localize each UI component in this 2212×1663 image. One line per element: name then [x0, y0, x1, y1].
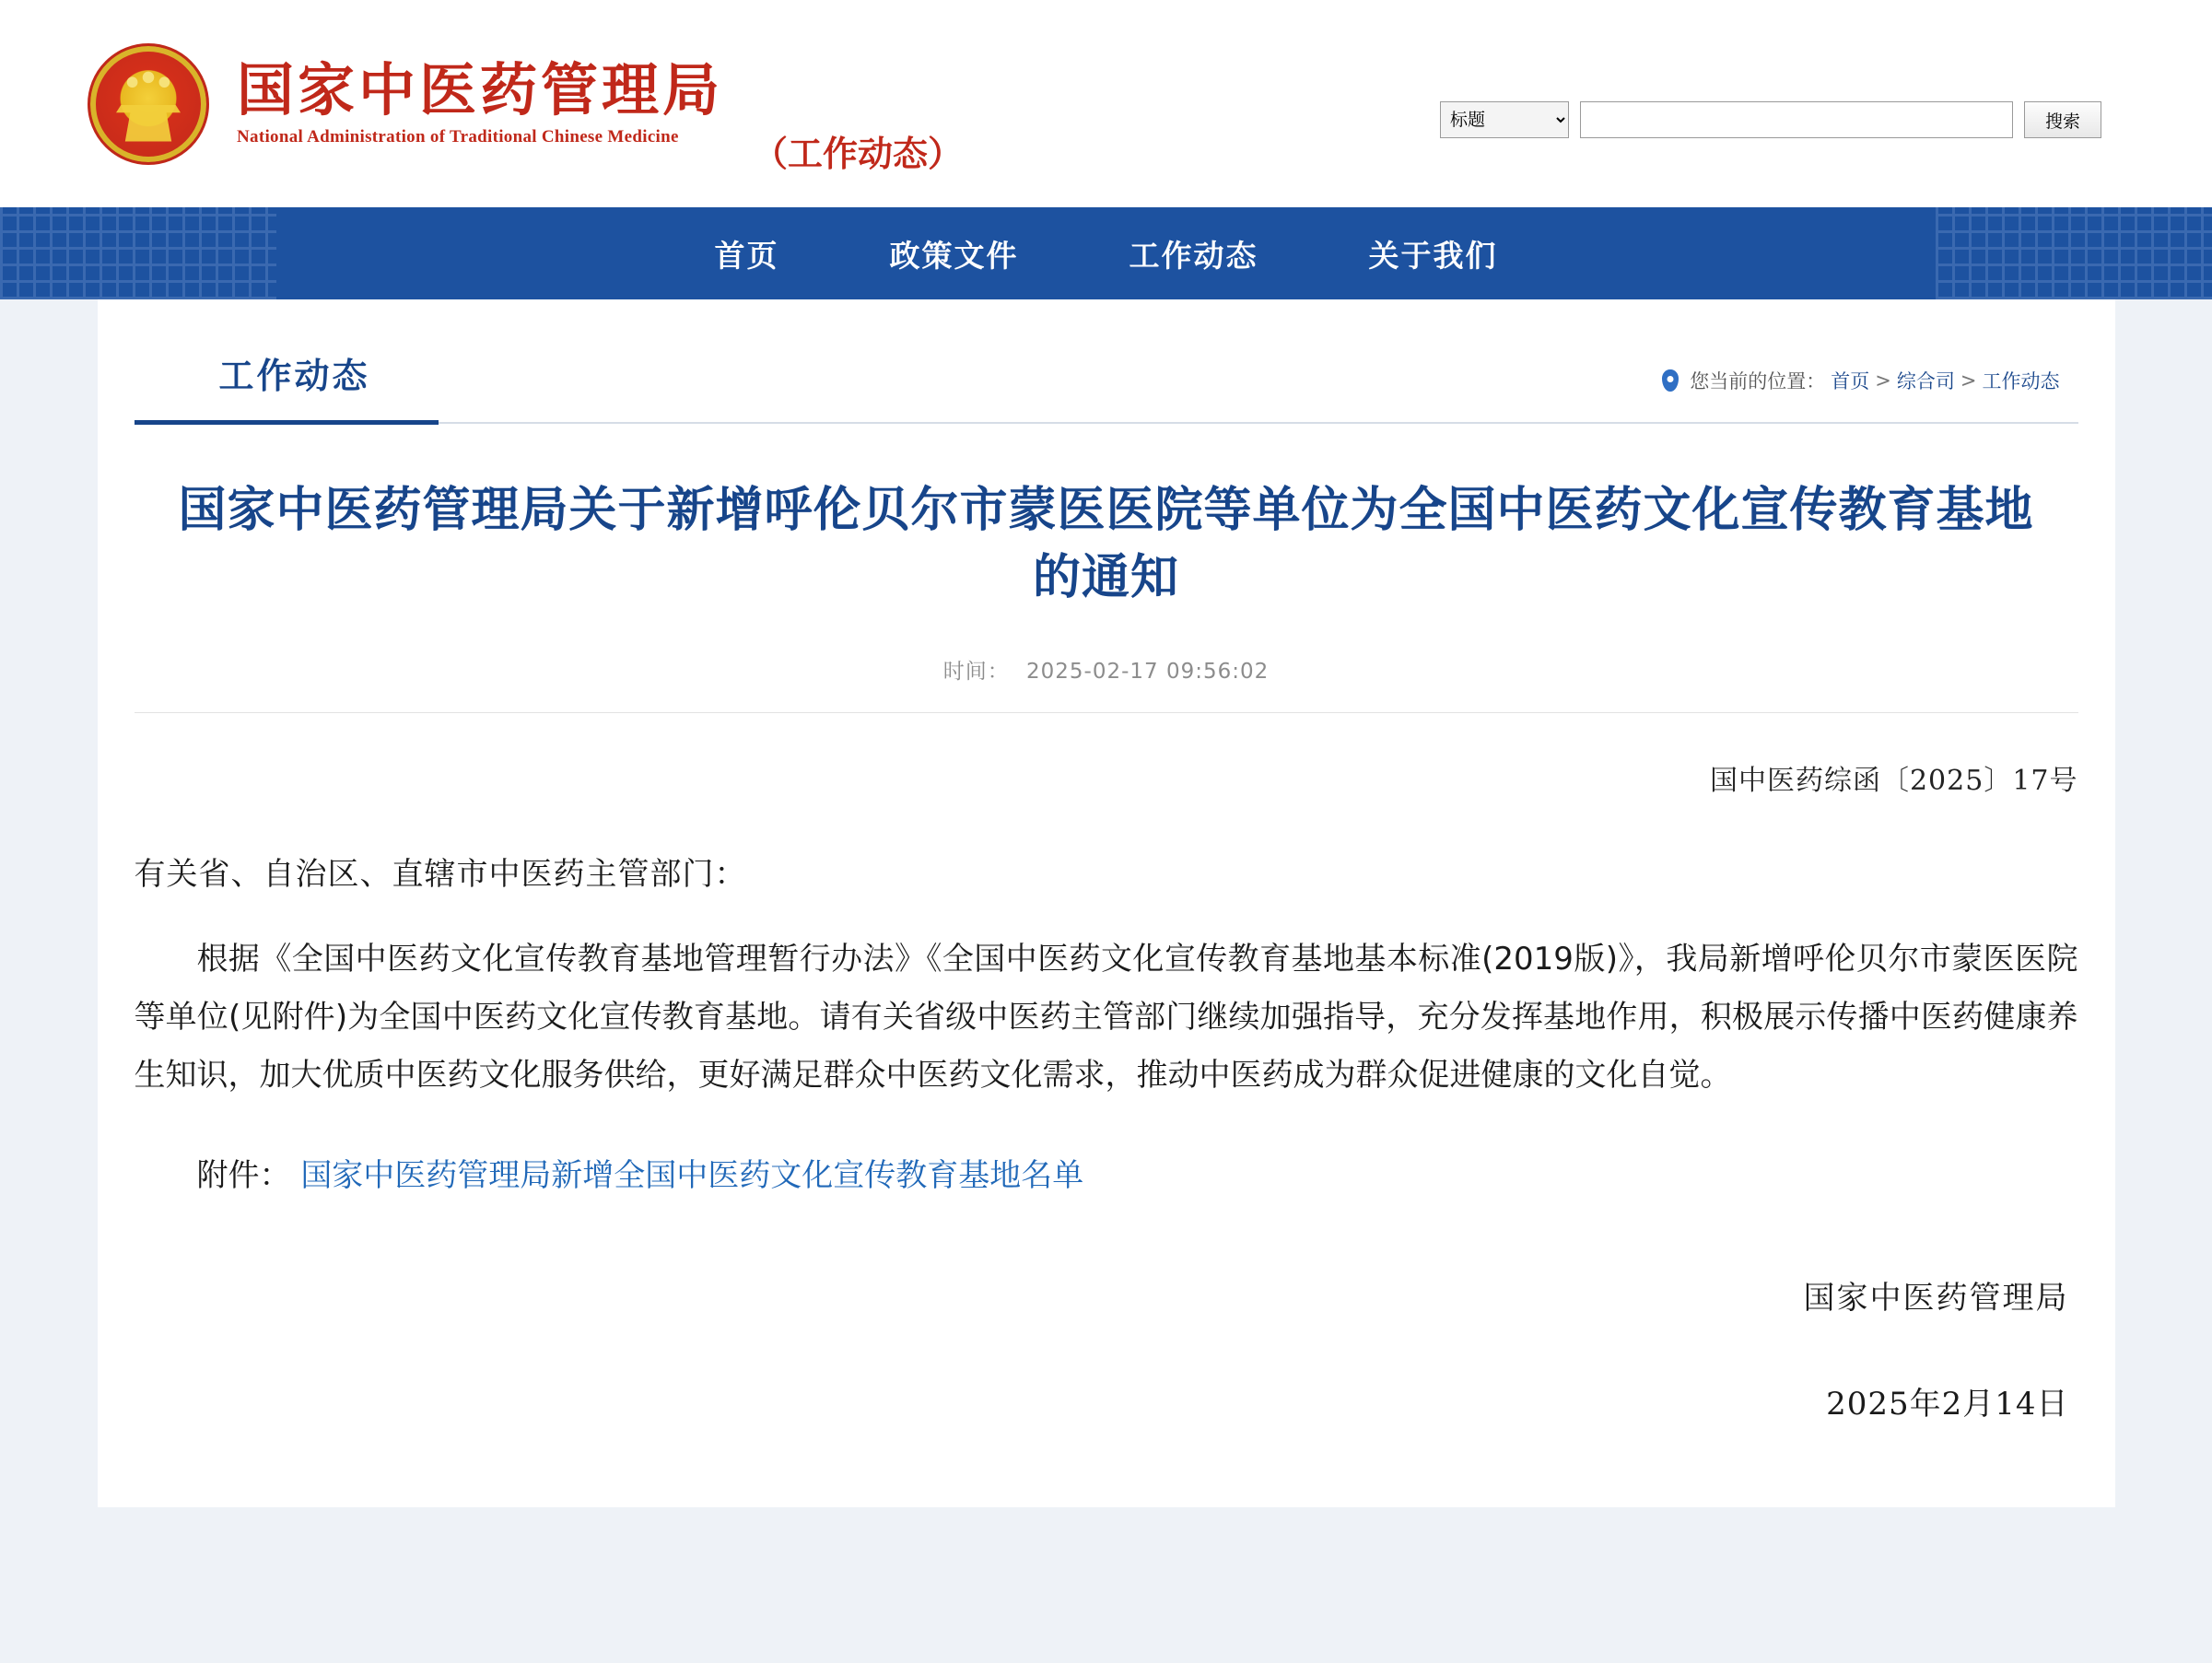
- location-pin-icon: [1662, 369, 1679, 392]
- national-emblem-icon: [88, 43, 209, 165]
- main-navigation: [0, 207, 2212, 299]
- nav-item-policy-documents[interactable]: 政策文件: [889, 237, 1019, 274]
- article-sign-date: 2025年2月14日: [1826, 1385, 2069, 1423]
- brand-title-cn: 国家中医药管理局: [237, 56, 724, 124]
- attachment-link[interactable]: 国家中医药管理局新增全国中医药文化宣传教育基地名单: [300, 1157, 1084, 1195]
- article-meta: [135, 654, 2078, 713]
- nav-item-home[interactable]: 首页: [714, 237, 779, 274]
- site-header: [0, 0, 2212, 207]
- breadcrumb-item-general-department[interactable]: 综合司: [1896, 370, 1955, 392]
- article-time-value: 2025-02-17 09:56:02: [1026, 659, 1270, 684]
- section-header: [135, 347, 2078, 424]
- article-time-label: 时间：: [942, 659, 1010, 684]
- page-title: 工作动态: [218, 356, 370, 396]
- nav-item-list: [715, 232, 1498, 275]
- breadcrumb-separator: >: [1960, 369, 1977, 392]
- brand-section-tag: （工作动态）: [753, 134, 964, 174]
- search-scope-select[interactable]: [1440, 101, 1569, 138]
- nav-item-about-us[interactable]: 关于我们: [1368, 237, 1498, 274]
- article: [135, 424, 2078, 1434]
- page-background: [0, 299, 2212, 1663]
- content-card: [98, 299, 2115, 1507]
- article-salutation: 有关省、自治区、直辖市中医药主管部门：: [134, 855, 747, 893]
- breadcrumb: [1662, 367, 2077, 398]
- search-input[interactable]: [1580, 101, 2013, 138]
- search-area: [1440, 101, 2101, 138]
- article-signature: 国家中医药管理局: [1803, 1280, 2069, 1318]
- brand-title-en: National Administration of Traditional Chinese Medicine: [237, 126, 679, 146]
- nav-pattern-left-icon: [0, 207, 276, 299]
- attachment-label: 附件：: [196, 1157, 291, 1195]
- site-brand: [237, 56, 724, 147]
- nav-pattern-right-icon: [1936, 207, 2212, 299]
- article-body: [135, 846, 2078, 1434]
- breadcrumb-item-home[interactable]: 首页: [1831, 370, 1870, 392]
- article-paragraph: 根据《全国中医药文化宣传教育基地管理暂行办法》《全国中医药文化宣传教育基地基本标准(2019版)》，我局新增呼伦贝尔市蒙医医院等单位(见附件)为全国中医药文化宣传教育基地。请有关省级中医药主管部门继续加强指导，充分发挥基地作用，积极展示传播中医药健康养生知识，加大优质中医药文化服务供给，更好满足群众中医药文化需求，推动中医药成为群众促进健康的文化自觉。: [134, 941, 2078, 1095]
- breadcrumb-prefix: 您当前的位置：: [1690, 370, 1826, 392]
- breadcrumb-separator: >: [1875, 369, 1891, 392]
- article-title: 国家中医药管理局关于新增呼伦贝尔市蒙医医院等单位为全国中医药文化宣传教育基地的通知: [178, 483, 2034, 605]
- document-number: 国中医药综函〔2025〕17号: [1709, 764, 2078, 797]
- nav-item-work-updates[interactable]: 工作动态: [1129, 237, 1258, 274]
- search-button[interactable]: 搜索: [2024, 101, 2101, 138]
- breadcrumb-item-work-updates[interactable]: 工作动态: [1982, 370, 2060, 392]
- attachment-row: [135, 1147, 2078, 1205]
